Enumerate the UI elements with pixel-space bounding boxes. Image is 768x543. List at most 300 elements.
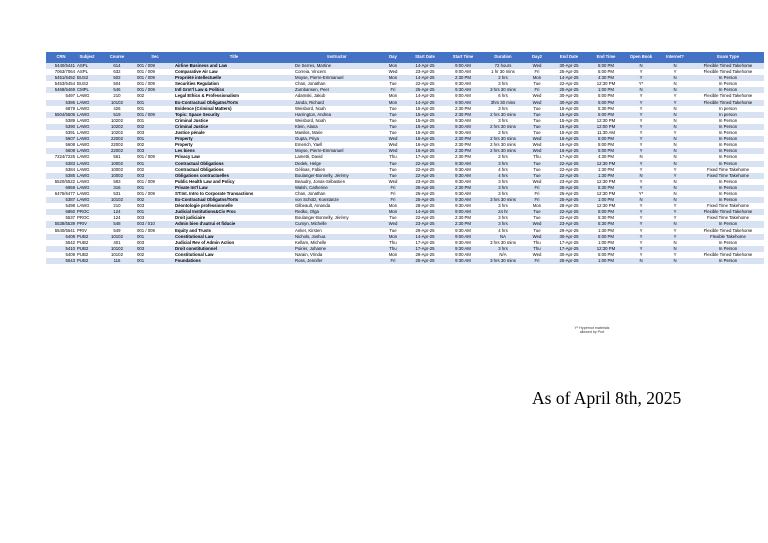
cell-crn: 5504/5505: [46, 112, 76, 118]
cell-end-time: 5:00 PM: [588, 63, 624, 69]
cell-sec: 001: [136, 100, 174, 106]
cell-internet: N: [658, 136, 692, 142]
cell-end-time: 5:00 PM: [588, 136, 624, 142]
cell-crn: 7224/7225: [46, 154, 76, 160]
cell-duration: 1 hr 30 mins: [482, 69, 524, 75]
cell-duration: 3 hrs: [482, 246, 524, 252]
cell-open-book: Y: [624, 209, 658, 215]
cell-open-book: Y: [624, 130, 658, 136]
cell-internet: Y: [658, 130, 692, 136]
cell-end-time: 5:00 PM: [588, 93, 624, 99]
cell-start-time: 2:30 PM: [444, 142, 482, 148]
cell-duration: 3 hrs: [482, 191, 524, 197]
cell-subject: ASPL: [76, 69, 98, 75]
cell-title: Ex-Contractual Obligatns/Torts: [174, 100, 294, 106]
cell-start-time: 9:30 AM: [444, 203, 482, 209]
cell-start-date: 14-Apr-25: [406, 209, 444, 215]
cell-start-time: 9:00 AM: [444, 100, 482, 106]
cell-internet: Y: [658, 228, 692, 234]
cell-open-book: Y: [624, 167, 658, 173]
cell-start-date: 25-Apr-25: [406, 258, 444, 264]
cell-open-book: Y: [624, 246, 658, 252]
cell-crn: 5384: [46, 167, 76, 173]
cell-sec: 001: [136, 136, 174, 142]
cell-sec: 002: [136, 252, 174, 258]
cell-start-date: 28-Apr-25: [406, 252, 444, 258]
cell-open-book: Y: [624, 252, 658, 258]
cell-sec: 001: [136, 258, 174, 264]
cell-day2: Wed: [524, 93, 550, 99]
cell-duration: 3 hrs 30 mins: [482, 258, 524, 264]
cell-start-date: 22-Apr-25: [406, 81, 444, 87]
cell-title: Securities Regulation: [174, 81, 294, 87]
cell-end-time: 5:00 PM: [588, 209, 624, 215]
cell-crn: 5538/5539: [46, 221, 76, 227]
cell-start-date: 29-Apr-25: [406, 228, 444, 234]
cell-start-date: 16-Apr-25: [406, 136, 444, 142]
cell-course: 10202: [98, 130, 136, 136]
cell-instructor: Correia, Vincent: [294, 69, 380, 75]
cell-open-book: N: [624, 258, 658, 264]
cell-day2: Tue: [524, 106, 550, 112]
cell-subject: BUS2: [76, 75, 98, 81]
cell-open-book: Y: [624, 118, 658, 124]
cell-end-date: 15-Apr-25: [550, 106, 588, 112]
cell-day2: Wed: [524, 100, 550, 106]
cell-internet: N: [658, 185, 692, 191]
cell-day2: Thu: [524, 240, 550, 246]
cell-open-book: Y: [624, 221, 658, 227]
cell-start-date: 25-Apr-25: [406, 191, 444, 197]
cell-title: Privacy Law: [174, 154, 294, 160]
cell-crn: 5410: [46, 246, 76, 252]
cell-instructor: Cumyn, Michelle: [294, 221, 380, 227]
cell-internet: N: [658, 75, 692, 81]
cell-start-date: 22-Apr-25: [406, 173, 444, 179]
cell-start-time: 9:30 AM: [444, 161, 482, 167]
cell-crn: 5387: [46, 197, 76, 203]
cell-end-time: 1:00 PM: [588, 258, 624, 264]
cell-end-time: 5:00 PM: [588, 148, 624, 154]
column-header-start-time: Start Time: [444, 52, 482, 63]
cell-course: 22002: [98, 142, 136, 148]
cell-end-time: 5:00 PM: [588, 69, 624, 75]
cell-exam-type: In Person: [692, 75, 764, 81]
cell-crn: 5608: [46, 142, 76, 148]
cell-course: 401: [98, 240, 136, 246]
cell-subject: PROC: [76, 209, 98, 215]
column-header-end-date: End Date: [550, 52, 588, 63]
cell-instructor: Weisbord, Noah: [294, 118, 380, 124]
cell-duration: 3 hrs: [482, 185, 524, 191]
cell-open-book: N: [624, 63, 658, 69]
column-header-title: Title: [174, 52, 294, 63]
cell-day: Tue: [380, 130, 406, 136]
cell-duration: 3 hrs: [482, 106, 524, 112]
cell-instructor: Chan, Jonathan: [294, 81, 380, 87]
cell-day2: Tue: [524, 118, 550, 124]
cell-start-time: 9:30 AM: [444, 246, 482, 252]
cell-day: Fri: [380, 258, 406, 264]
cell-subject: PUB2: [76, 258, 98, 264]
cell-day2: Fri: [524, 191, 550, 197]
cell-instructor: Dedek, Helge: [294, 161, 380, 167]
cell-day2: Tue: [524, 215, 550, 221]
cell-duration: 3 hrs: [482, 215, 524, 221]
cell-course: 10202: [98, 124, 136, 130]
exam-schedule-sheet: [46, 52, 753, 264]
cell-exam-type: In Person: [692, 118, 764, 124]
cell-exam-type: In person: [692, 106, 764, 112]
cell-end-date: 30-Apr-25: [550, 234, 588, 240]
cell-day: Wed: [380, 142, 406, 148]
cell-start-date: 14-Apr-25: [406, 100, 444, 106]
cell-title: Property: [174, 136, 294, 142]
cell-exam-type: Fixed Time Takehome: [692, 215, 764, 221]
cell-end-date: 29-Apr-25: [550, 228, 588, 234]
cell-start-date: 15-Apr-25: [406, 112, 444, 118]
cell-end-time: 5:00 PM: [588, 112, 624, 118]
cell-start-time: 2:30 PM: [444, 75, 482, 81]
cell-open-book: Y: [624, 161, 658, 167]
cell-title: Judicial Institutions&Civ Proc: [174, 209, 294, 215]
cell-course: 583: [98, 179, 136, 185]
cell-course: 10102: [98, 246, 136, 252]
cell-start-time: 2:30 PM: [444, 215, 482, 221]
cell-sec: 002: [136, 167, 174, 173]
cell-sec: 001: [136, 209, 174, 215]
cell-exam-type: In Person: [692, 240, 764, 246]
cell-day: Tue: [380, 215, 406, 221]
cell-day2: Fri: [524, 87, 550, 93]
cell-exam-type: Flexible Timed Takehome: [692, 69, 764, 75]
column-header-internet: Internet?: [658, 52, 692, 63]
cell-internet: Y: [658, 252, 692, 258]
cell-day2: Thu: [524, 246, 550, 252]
cell-sec: 003: [136, 148, 174, 154]
cell-exam-type: Flexible Timed Takehome: [692, 100, 764, 106]
cell-start-date: 14-Apr-25: [406, 75, 444, 81]
cell-subject: PRIV: [76, 228, 98, 234]
cell-title: ST:Int. Intro to Corporate Transactions: [174, 191, 294, 197]
cell-subject: CMPL: [76, 87, 98, 93]
cell-exam-type: In Person: [692, 148, 764, 154]
column-header-crn: CRN: [46, 52, 76, 63]
cell-open-book: Y: [624, 185, 658, 191]
cell-open-book: Y*: [624, 191, 658, 197]
cell-end-date: 25-Apr-25: [550, 258, 588, 264]
cell-end-time: 1:00 PM: [588, 240, 624, 246]
cell-subject: LAWG: [76, 197, 98, 203]
cell-end-date: 28-Apr-25: [550, 203, 588, 209]
cell-day2: Wed: [524, 148, 550, 154]
cell-course: 549: [98, 228, 136, 234]
cell-instructor: Boulanger-Bonnelly, Jérémy: [294, 215, 380, 221]
cell-crn: 5497: [46, 93, 76, 99]
cell-instructor: Kellam, Michelle: [294, 240, 380, 246]
cell-sec: 001: [136, 234, 174, 240]
cell-instructor: De Serres, Martine: [294, 63, 380, 69]
cell-course: 10002: [98, 161, 136, 167]
cell-start-date: 23-Apr-25: [406, 69, 444, 75]
cell-day: Mon: [380, 75, 406, 81]
cell-course: 531: [98, 191, 136, 197]
cell-instructor: Gupta, Priya: [294, 136, 380, 142]
cell-duration: 3 hrs 30 mins: [482, 240, 524, 246]
cell-start-time: 9:00 AM: [444, 93, 482, 99]
cell-crn: 5520/5522: [46, 179, 76, 185]
cell-internet: N: [658, 118, 692, 124]
cell-end-time: 1:30 PM: [588, 167, 624, 173]
column-header-course: Course: [98, 52, 136, 63]
cell-duration: 3 hrs: [482, 161, 524, 167]
cell-day2: Wed: [524, 179, 550, 185]
cell-course: 124: [98, 209, 136, 215]
cell-start-time: 9:30 AM: [444, 179, 482, 185]
cell-instructor: Klein, Alana: [294, 124, 380, 130]
cell-exam-type: Flexible Takehome: [692, 234, 764, 240]
cell-title: Obligations contractuelles: [174, 173, 294, 179]
cell-crn: 6475/6477: [46, 191, 76, 197]
cell-end-time: 12:00 PM: [588, 124, 624, 130]
cell-day2: Wed: [524, 252, 550, 258]
cell-sec: 001 / 009: [136, 63, 174, 69]
cell-subject: LAWG: [76, 106, 98, 112]
cell-day: Fri: [380, 185, 406, 191]
cell-day2: Fri: [524, 258, 550, 264]
cell-exam-type: In Person: [692, 221, 764, 227]
cell-sec: 003: [136, 203, 174, 209]
cell-course: 548: [98, 221, 136, 227]
cell-day2: Tue: [524, 124, 550, 130]
cell-internet: Y: [658, 203, 692, 209]
cell-sec: 001 / 009: [136, 228, 174, 234]
cell-crn: 5391: [46, 130, 76, 136]
column-header-sec: Sec: [136, 52, 174, 63]
cell-duration: 3 hrs: [482, 203, 524, 209]
cell-title: Criminal Justice: [174, 124, 294, 130]
cell-start-date: 15-Apr-25: [406, 118, 444, 124]
cell-subject: LAWG: [76, 185, 98, 191]
cell-title: Foundations: [174, 258, 294, 264]
cell-exam-type: In Person: [692, 197, 764, 203]
cell-internet: Y: [658, 215, 692, 221]
cell-start-date: 17-Apr-25: [406, 246, 444, 252]
cell-duration: 2 hrs 30 mins: [482, 142, 524, 148]
cell-end-date: 16-Apr-25: [550, 136, 588, 142]
cell-course: 10202: [98, 118, 136, 124]
cell-end-date: 16-Apr-25: [550, 148, 588, 154]
cell-open-book: Y: [624, 106, 658, 112]
cell-open-book: Y: [624, 240, 658, 246]
cell-exam-type: Flexible Timed Takehome: [692, 93, 764, 99]
cell-day: Mon: [380, 234, 406, 240]
cell-end-time: 5:30 PM: [588, 185, 624, 191]
cell-sec: 003: [136, 130, 174, 136]
cell-day: Tue: [380, 106, 406, 112]
cell-crn: 6959: [46, 185, 76, 191]
cell-day: Tue: [380, 81, 406, 87]
cell-internet: Y: [658, 173, 692, 179]
cell-end-time: 12:30 PM: [588, 203, 624, 209]
cell-end-time: 11:30 AM: [588, 130, 624, 136]
cell-start-date: 15-Apr-25: [406, 130, 444, 136]
cell-sec: 001 / 009: [136, 81, 174, 87]
cell-day: Tue: [380, 228, 406, 234]
cell-end-date: 30-Apr-25: [550, 100, 588, 106]
cell-course: 10102: [98, 100, 136, 106]
cell-end-date: 17-Apr-25: [550, 246, 588, 252]
cell-instructor: Ross, Jennifer: [294, 258, 380, 264]
cell-instructor: Gélinas, Fabien: [294, 167, 380, 173]
cell-start-date: 15-Apr-25: [406, 124, 444, 130]
cell-instructor: Poirier, Johanne: [294, 246, 380, 252]
cell-start-date: 17-Apr-25: [406, 154, 444, 160]
cell-exam-type: In Person: [692, 81, 764, 87]
cell-instructor: Adamski, Jakub: [294, 93, 380, 99]
cell-start-date: 23-Apr-25: [406, 221, 444, 227]
cell-open-book: Y: [624, 75, 658, 81]
cell-start-date: 28-Apr-25: [406, 203, 444, 209]
cell-duration: 3 hrs: [482, 179, 524, 185]
cell-end-date: 15-Apr-25: [550, 112, 588, 118]
cell-end-time: 12:30 PM: [588, 179, 624, 185]
cell-subject: LAWG: [76, 100, 98, 106]
cell-course: 561: [98, 154, 136, 160]
cell-internet: Y: [658, 100, 692, 106]
cell-end-time: 5:30 PM: [588, 106, 624, 112]
cell-crn: 5498: [46, 203, 76, 209]
cell-end-date: 22-Apr-25: [550, 161, 588, 167]
cell-duration: 24 hr: [482, 209, 524, 215]
cell-subject: PUB2: [76, 252, 98, 258]
cell-instructor: Harrington, Andrea: [294, 112, 380, 118]
cell-end-date: 25-Apr-25: [550, 191, 588, 197]
cell-day: Thu: [380, 154, 406, 160]
cell-day2: Tue: [524, 112, 550, 118]
cell-duration: N/A: [482, 252, 524, 258]
cell-crn: 5542: [46, 240, 76, 246]
cell-day: Fri: [380, 191, 406, 197]
cell-end-time: 5:00 PM: [588, 234, 624, 240]
cell-day2: Mon: [524, 203, 550, 209]
cell-instructor: von Schütz, Konstanze: [294, 197, 380, 203]
cell-day2: Mon: [524, 75, 550, 81]
cell-subject: PROC: [76, 215, 98, 221]
cell-instructor: Redko, Olga: [294, 209, 380, 215]
cell-day: Tue: [380, 124, 406, 130]
cell-end-date: 15-Apr-25: [550, 124, 588, 130]
cell-end-time: 1:30 PM: [588, 173, 624, 179]
cell-day2: Tue: [524, 81, 550, 87]
cell-exam-type: Flexible Timed Takehome: [692, 228, 764, 234]
as-of-date: As of April 8th, 2025: [532, 388, 682, 408]
cell-exam-type: In Person: [692, 258, 764, 264]
cell-crn: 5440/5441: [46, 63, 76, 69]
cell-internet: N: [658, 106, 692, 112]
cell-crn: 5609: [46, 148, 76, 154]
cell-duration: 2 hrs: [482, 130, 524, 136]
cell-crn: 5390: [46, 124, 76, 130]
cell-start-time: 2:30 PM: [444, 106, 482, 112]
cell-crn: 5453/5454: [46, 81, 76, 87]
cell-start-time: 9:30 AM: [444, 228, 482, 234]
cell-instructor: Moyse, Pierre-Emmanuel: [294, 75, 380, 81]
cell-crn: 5543: [46, 258, 76, 264]
cell-end-date: 22-Apr-25: [550, 167, 588, 173]
cell-day: Mon: [380, 63, 406, 69]
cell-title: Constitutional Law: [174, 252, 294, 258]
cell-subject: LAWG: [76, 118, 98, 124]
cell-day: Wed: [380, 69, 406, 75]
cell-subject: BUS2: [76, 81, 98, 87]
cell-day: Tue: [380, 167, 406, 173]
cell-course: 22002: [98, 148, 136, 154]
cell-title: Intl Grnt'l Law & Politics: [174, 87, 294, 93]
cell-sec: 001 / 009: [136, 154, 174, 160]
cell-exam-type: Fixed Time Takehome: [692, 167, 764, 173]
cell-start-date: 22-Apr-25: [406, 167, 444, 173]
cell-title: Contractual Obligations: [174, 167, 294, 173]
cell-instructor: Nichols, Joshua: [294, 234, 380, 240]
cell-duration: 3 hrs: [482, 221, 524, 227]
cell-day2: Thu: [524, 154, 550, 160]
cell-start-time: 9:30 AM: [444, 118, 482, 124]
cell-internet: Y: [658, 209, 692, 215]
cell-day: Fri: [380, 87, 406, 93]
cell-end-time: 1:00 PM: [588, 197, 624, 203]
cell-instructor: Weisbord, Noah: [294, 106, 380, 112]
cell-title: Topic: Space Security: [174, 112, 294, 118]
cell-crn: 5386: [46, 100, 76, 106]
cell-subject: LAWG: [76, 161, 98, 167]
cell-sec: 002: [136, 142, 174, 148]
cell-subject: PRIV: [76, 221, 98, 227]
cell-instructor: Chan, Jonathan: [294, 191, 380, 197]
cell-day: Mon: [380, 203, 406, 209]
cell-course: 614: [98, 63, 136, 69]
cell-day2: Fri: [524, 197, 550, 203]
cell-instructor: Walsh, Catherine: [294, 185, 380, 191]
cell-internet: Y: [658, 167, 692, 173]
cell-course: 10002: [98, 173, 136, 179]
cell-start-date: 17-Apr-25: [406, 240, 444, 246]
cell-crn: 5607: [46, 136, 76, 142]
cell-sec: 001 / 009: [136, 69, 174, 75]
cell-crn: 5451/5452: [46, 75, 76, 81]
cell-internet: N: [658, 258, 692, 264]
cell-end-date: 14-Apr-25: [550, 75, 588, 81]
cell-instructor: Zumbansen, Peer: [294, 87, 380, 93]
cell-start-time: 9:00 AM: [444, 209, 482, 215]
cell-subject: LAWG: [76, 93, 98, 99]
cell-start-time: 2:30 PM: [444, 136, 482, 142]
cell-sec: 003: [136, 246, 174, 252]
cell-start-time: 9:00 AM: [444, 63, 482, 69]
cell-duration: 3 hrs: [482, 118, 524, 124]
cell-duration: 6 hrs: [482, 93, 524, 99]
cell-course: 210: [98, 203, 136, 209]
cell-subject: LAWG: [76, 130, 98, 136]
exam-schedule-table: [46, 52, 764, 264]
cell-exam-type: Flexible Timed Takehome: [692, 252, 764, 258]
cell-sec: 002: [136, 197, 174, 203]
cell-title: Evidence (Criminal Matters): [174, 106, 294, 112]
cell-sec: 001 / 009: [136, 179, 174, 185]
cell-open-book: Y*: [624, 81, 658, 87]
cell-end-time: 5:00 PM: [588, 252, 624, 258]
column-header-day2: Day2: [524, 52, 550, 63]
